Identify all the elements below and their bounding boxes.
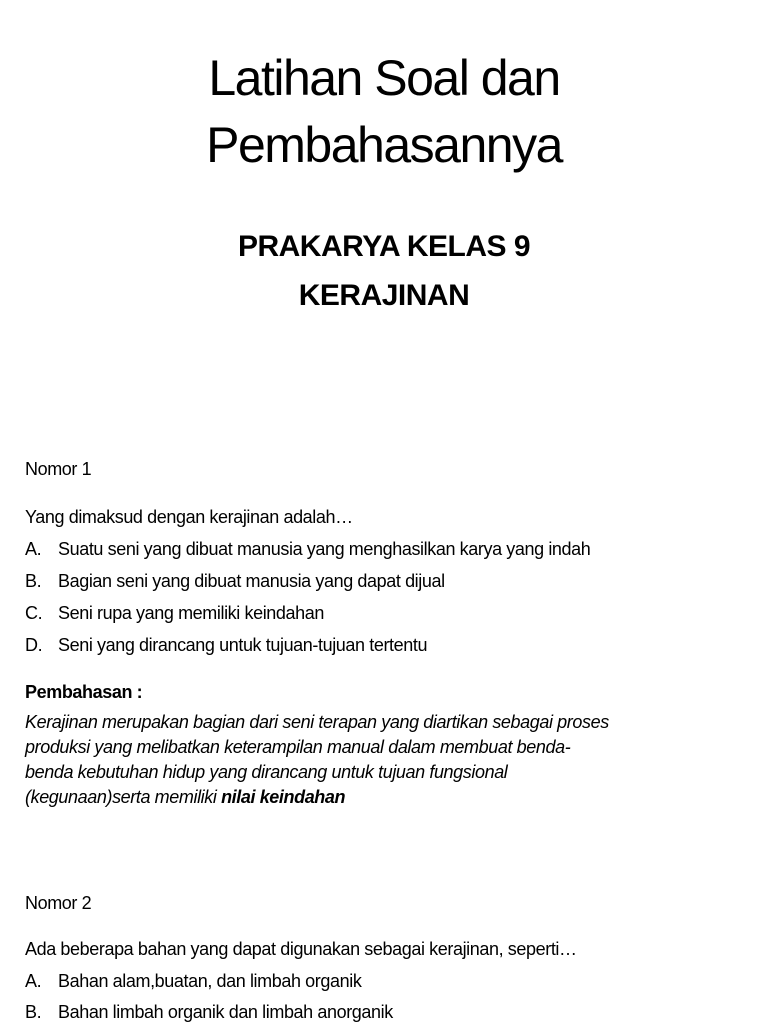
option-a [25, 537, 590, 561]
subtitle-line-2: KERAJINAN [298, 279, 470, 312]
option-text: Bahan alam,buatan, dan limbah organik [58, 971, 362, 991]
option-letter: A. [25, 539, 42, 559]
explanation-line-last [25, 785, 745, 810]
explanation-line-text: (kegunaan)serta memiliki [25, 787, 222, 807]
option-text: Bahan limbah organik dan limbah anorganik [58, 1002, 393, 1022]
option-text: Suatu seni yang dibuat manusia yang menghasilkan karya yang indah [58, 539, 591, 559]
option-letter: B. [25, 571, 42, 591]
explanation-text [25, 710, 745, 810]
option-a [25, 969, 361, 993]
option-text: Seni yang dirancang untuk tujuan-tujuan tertentu [58, 635, 428, 655]
document-title-line-2: Pembahasannya [206, 117, 562, 173]
document-title-line-1: Latihan Soal dan [208, 50, 560, 106]
explanation-line: Kerajinan merupakan bagian dari seni terapan yang diartikan sebagai proses [25, 712, 609, 732]
explanation-emphasis: nilai keindahan [221, 787, 346, 807]
option-d [25, 633, 427, 657]
question-number-label: Nomor 1 [25, 459, 92, 479]
question-text: Yang dimaksud dengan kerajinan adalah… [25, 507, 353, 527]
option-letter: C. [25, 603, 43, 623]
option-b [25, 569, 445, 593]
option-letter: A. [25, 971, 42, 991]
explanation-line: benda kebutuhan hidup yang dirancang untuk tujuan fungsional [25, 762, 508, 782]
option-letter: B. [25, 1002, 42, 1022]
question-number-label: Nomor 2 [25, 893, 92, 913]
option-text: Seni rupa yang memiliki keindahan [58, 603, 324, 623]
option-text: Bagian seni yang dibuat manusia yang dapat dijual [58, 571, 445, 591]
explanation-label: Pembahasan : [25, 682, 143, 702]
option-letter: D. [25, 635, 43, 655]
subtitle-line-1: PRAKARYA KELAS 9 [237, 230, 531, 263]
option-b [25, 1000, 393, 1024]
question-text: Ada beberapa bahan yang dapat digunakan sebagai kerajinan, seperti… [25, 939, 577, 959]
option-c [25, 601, 324, 625]
explanation-line: produksi yang melibatkan keterampilan manual dalam membuat benda- [25, 737, 571, 757]
